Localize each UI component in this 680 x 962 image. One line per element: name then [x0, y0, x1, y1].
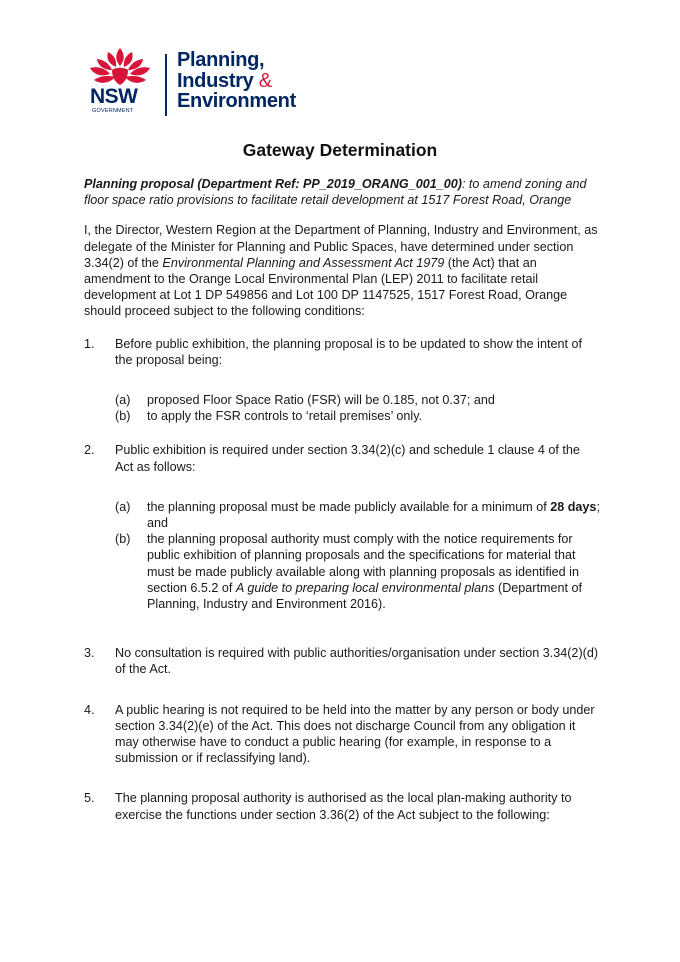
- preamble-part1: I, the Director, Western Region at the Department of Planning, Industry and Environment, as delegate of the Minister for Planning and Public Spaces, have determined under section 3.34(2) of the: [84, 223, 598, 270]
- sub-item: [115, 531, 600, 612]
- condition-3: [84, 645, 600, 677]
- document-title: Gateway Determination: [242, 140, 438, 160]
- department-name-industry: Industry: [177, 69, 254, 92]
- department-name: [177, 50, 296, 112]
- document-body: [84, 176, 600, 823]
- condition-2-subs: [84, 499, 600, 612]
- government-label: GOVERNMENT: [92, 108, 134, 114]
- sub-text: proposed Floor Space Ratio (FSR) will be 0.185, not 0.37; and: [147, 393, 495, 408]
- sub-text-after: ; and: [147, 499, 600, 531]
- sub-letter: (a): [115, 499, 131, 514]
- condition-1-subs: [84, 392, 600, 424]
- sub-text-after: (Department of Planning, Industry and Environment 2016).: [147, 580, 582, 612]
- nsw-wordmark: NSW: [90, 85, 138, 108]
- sub-text: the planning proposal must be made publicly available for a minimum of: [147, 499, 551, 514]
- condition-number: 2.: [84, 443, 95, 458]
- nsw-logo: [88, 46, 328, 116]
- exhibition-period: 28 days: [550, 499, 597, 514]
- proposal-reference: Planning proposal (Department Ref: PP_2019_ORANG_001_00): [84, 177, 462, 191]
- proposal-description: : to amend zoning and floor space ratio provisions to facilitate retail development at 1517 Forest Road, Orange: [84, 177, 587, 208]
- proposal-summary: [84, 176, 600, 208]
- sub-letter: (a): [115, 393, 131, 408]
- condition-number: 5.: [84, 791, 95, 806]
- sub-text: the planning proposal authority must comply with the notice requirements for public exhibition of planning proposals and the specifications for material that must be made publicly available along with planning proposals as identified in section 6.5.2 of: [147, 532, 579, 595]
- sub-item: [115, 392, 600, 408]
- condition-1: [84, 336, 600, 368]
- department-name-line1: Planning,: [177, 49, 265, 71]
- department-name-line3: Environment: [177, 90, 296, 112]
- condition-number: 3.: [84, 646, 95, 661]
- act-name: Environmental Planning and Assessment Act 1979: [162, 255, 445, 270]
- logo-divider: [165, 54, 167, 116]
- condition-number: 4.: [84, 702, 95, 717]
- preamble: [84, 222, 600, 319]
- ampersand: &: [258, 69, 272, 92]
- sub-letter: (b): [115, 409, 131, 424]
- department-name-line2: [177, 71, 296, 92]
- condition-4: [84, 702, 600, 767]
- condition-text: The planning proposal authority is authorised as the local plan-making authority to exercise the functions under section 3.36(2) of the Act subject to the following:: [115, 791, 572, 822]
- condition-number: 1.: [84, 336, 95, 351]
- guide-title: A guide to preparing local environmental plans: [235, 580, 495, 595]
- condition-text: Public exhibition is required under section 3.34(2)(c) and schedule 1 clause 4 of the Act as follows:: [115, 443, 580, 474]
- condition-text: No consultation is required with public authorities/organisation under section 3.34(2)(d) of the Act.: [115, 646, 599, 677]
- sub-letter: (b): [115, 532, 131, 547]
- sub-text: to apply the FSR controls to ‘retail premises’ only.: [147, 409, 423, 424]
- preamble-part2: (the Act) that an amendment to the Orange Local Environmental Plan (LEP) 2011 to facilitate retail development at Lot 1 DP 549856 and Lot 100 DP 1147525, 1517 Forest Road, Orange should proceed subject to the following conditions:: [84, 255, 568, 319]
- condition-text: Before public exhibition, the planning proposal is to be updated to show the intent of the proposal being:: [115, 336, 582, 367]
- sub-item: [115, 499, 600, 531]
- condition-2: [84, 442, 600, 474]
- condition-5: [84, 790, 600, 822]
- condition-text: A public hearing is not required to be held into the matter by any person or body under section 3.34(2)(e) of the Act. This does not discharge Council from any obligation it may otherwise have to conduct a public hearing (for example, in response to a submission or if reclassifying land).: [115, 702, 595, 766]
- waratah-icon: [88, 46, 152, 90]
- sub-item: [115, 408, 600, 424]
